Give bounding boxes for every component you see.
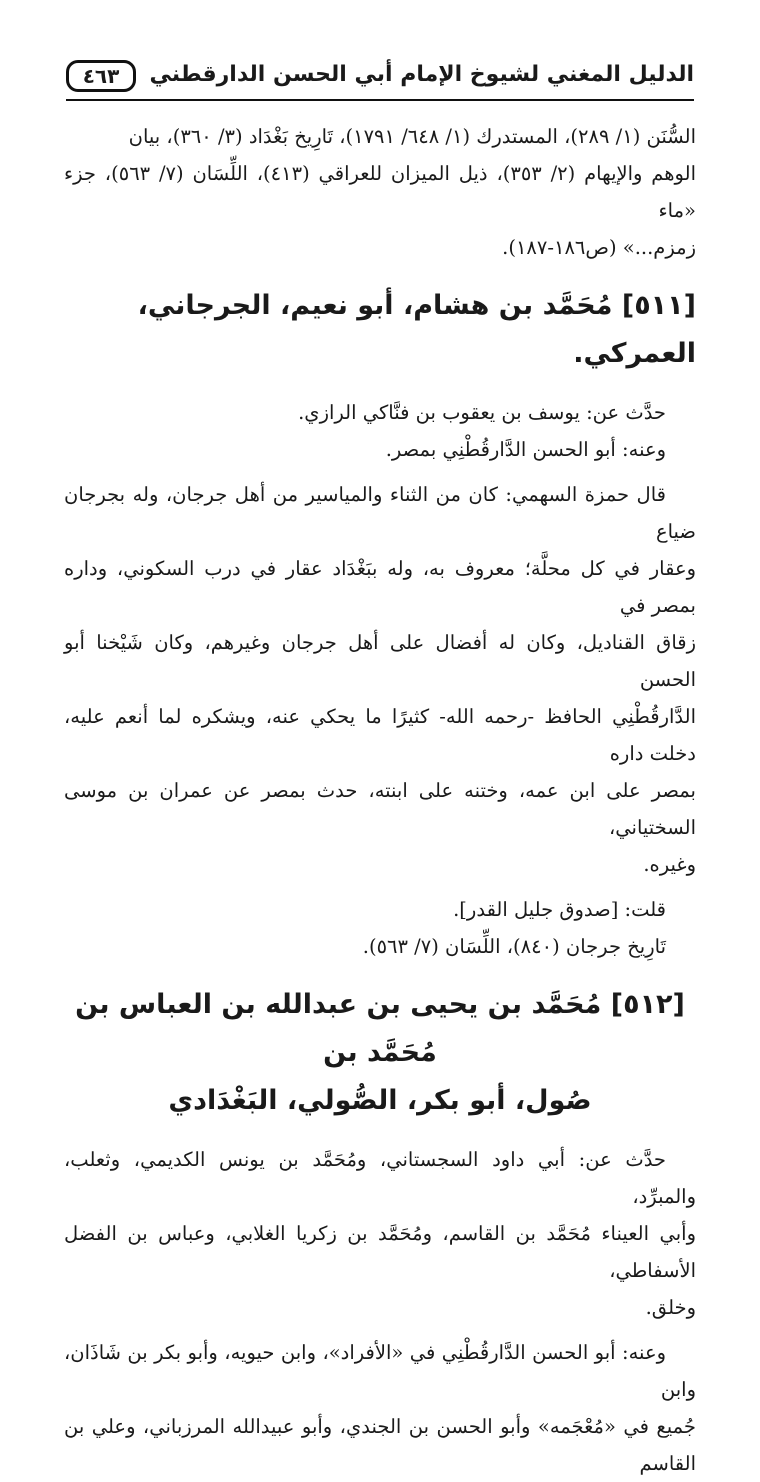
verdict-line: قلت: [صدوق جليل القدر]. (453, 898, 666, 921)
sources-line: تَارِيخ جرجان (٨٤٠)، اللِّسَان (٧/ ٥٦٣). (362, 935, 666, 958)
students-line: وعنه: أبو الحسن الدَّارقُطْنِي في «الأفراد»، وابن حيويه، وأبو بكر بن شَاذَان، وابن (64, 1341, 696, 1401)
page-header (66, 58, 694, 102)
entry-512-heading-cont: صُول، أبو بكر، الصُّولي، البَغْدَادي (168, 1085, 592, 1116)
reference-line: زمزم...» (ص١٨٦-١٨٧). (502, 236, 696, 259)
page-number: ٤٦٣ (66, 60, 136, 92)
reference-line: السُّنَن (١/ ٢٨٩)، المستدرك (١/ ٦٤٨/ ١٧٩١)، تَارِيخ بَغْدَاد (٣/ ٣٦٠)، بيان (128, 125, 696, 148)
teachers-line: حدَّث عن: أبي داود السجستاني، ومُحَمَّد بن يونس الكديمي، وثعلب، والمبرِّد، (64, 1148, 696, 1208)
teachers-line: وخلق. (645, 1296, 696, 1319)
header-rule (66, 99, 694, 101)
teachers-line: حدَّث عن: يوسف بن يعقوب بن فنَّاكي الرازي. (298, 401, 666, 424)
bio-line: زقاق القناديل، وكان له أفضال على أهل جرجان وغيرهم، وكان شَيْخنا أبو الحسن (64, 631, 696, 691)
running-title: الدليل المغني لشيوخ الإمام أبي الحسن الدارقطني (149, 62, 694, 87)
entry-511-heading: [٥١١] مُحَمَّد بن هشام، أبو نعيم، الجرجاني، العمركي. (137, 290, 696, 369)
teachers-line: وأبي العيناء مُحَمَّد بن القاسم، ومُحَمَّد بن زكريا الغلابي، وعباس بن الفضل الأسفاطي، (64, 1222, 696, 1282)
students-line: وعنه: أبو الحسن الدَّارقُطْنِي بمصر. (385, 438, 666, 461)
bio-line: وغيره. (643, 853, 696, 876)
bio-line: وعقار في كل محلَّة؛ معروف به، وله ببَغْدَاد عقار في درب السكوني، وداره بمصر في (64, 557, 696, 617)
bio-line: الدَّارقُطْنِي الحافظ -رحمه الله- كثيرًا ما يحكي عنه، ويشكره لما أنعم عليه، دخلت داره (64, 705, 696, 765)
bio-line: قال حمزة السهمي: كان من الثناء والمياسير من أهل جرجان، وله بجرجان ضياع (64, 483, 696, 543)
students-line: جُميع في «مُعْجَمه» وأبو الحسن بن الجندي، وأبو عبيدالله المرزباني، وعلي بن القاسم (64, 1415, 696, 1475)
entry-512-heading: [٥١٢] مُحَمَّد بن يحيى بن عبدالله بن العباس بن مُحَمَّد بن (75, 989, 685, 1068)
page-body (64, 118, 696, 1482)
reference-line: الوهم والإيهام (٢/ ٣٥٣)، ذيل الميزان للعراقي (٤١٣)، اللِّسَان (٧/ ٥٦٣)، جزء «ماء (64, 162, 696, 222)
bio-line: بمصر على ابن عمه، وختنه على ابنته، حدث بمصر عن عمران بن موسى السختياني، (64, 779, 696, 839)
